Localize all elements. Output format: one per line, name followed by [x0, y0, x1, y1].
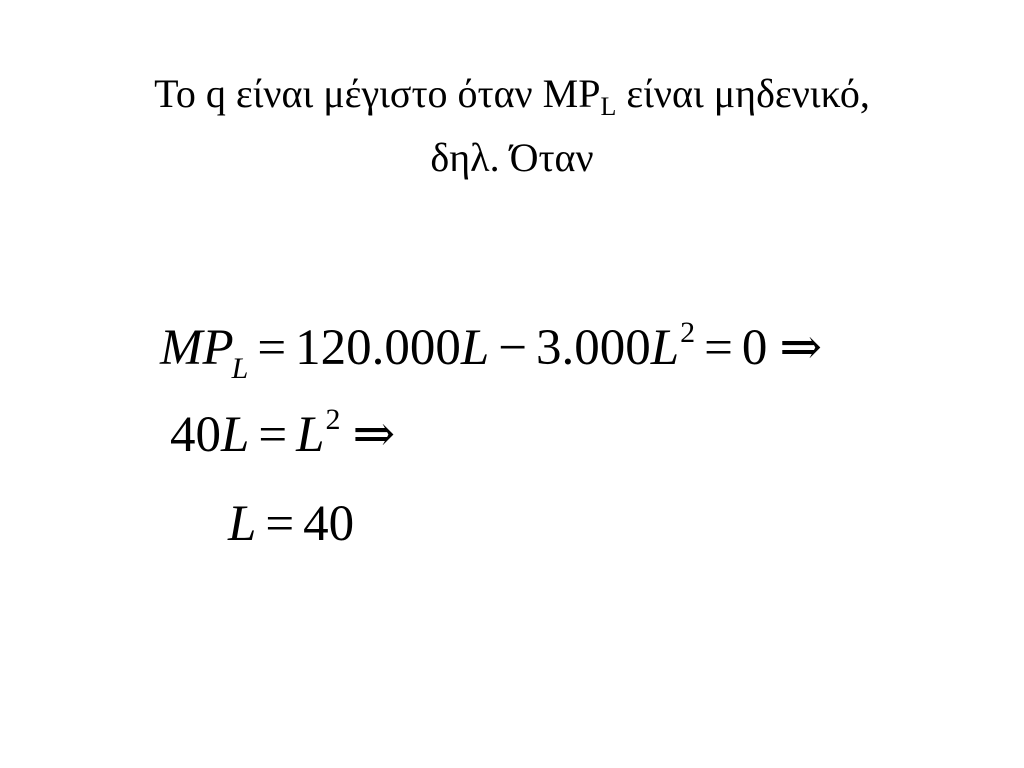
eq1-term2-coefficient: 3.000 [535, 320, 651, 376]
slide-heading [0, 62, 1024, 190]
eq1-term1-variable: L [460, 320, 490, 376]
eq2-rhs-exponent: 2 [325, 403, 341, 436]
eq2-lhs-variable: L [221, 407, 250, 463]
heading-subscript: L [600, 92, 617, 121]
eq1-term2-exponent: 2 [680, 316, 696, 349]
eq1-term2-variable: L [650, 320, 680, 376]
eq1-lhs-variable: MP [160, 320, 234, 376]
eq3-rhs-value: 40 [303, 496, 355, 552]
heading-line-2: δηλ. Όταν [430, 135, 594, 180]
eq1-term1-coefficient: 120.000 [295, 320, 461, 376]
heading-line-1 [0, 62, 1024, 126]
eq1-equals-sign-2: = [704, 320, 733, 376]
heading-text-after-subscript: είναι μηδενικό, [616, 71, 870, 116]
eq2-implies-arrow: ⇒ [352, 407, 396, 463]
eq2-lhs-coefficient: 40 [170, 407, 221, 463]
eq2-equals-sign: = [258, 407, 288, 463]
eq3-equals-sign: = [265, 496, 295, 552]
eq1-lhs-subscript: L [231, 352, 249, 385]
eq1-rhs-value: 0 [741, 320, 768, 376]
equation-solution [228, 494, 354, 554]
eq1-minus-sign: − [498, 320, 527, 376]
eq1-equals-sign: = [257, 320, 287, 376]
eq3-lhs-variable: L [228, 496, 257, 552]
heading-text-before-subscript: Το q είναι μέγιστο όταν MP [154, 71, 601, 116]
equation-marginal-product [160, 316, 823, 385]
eq1-implies-arrow: ⇒ [779, 320, 823, 376]
eq2-rhs-variable: L [296, 407, 325, 463]
equation-simplified [170, 405, 395, 465]
